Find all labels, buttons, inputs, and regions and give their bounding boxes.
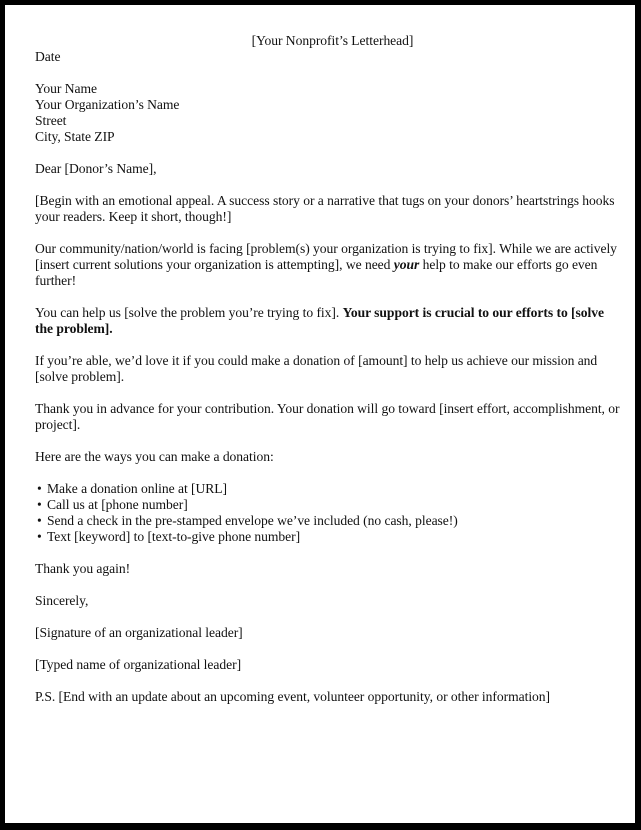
sender-address — [35, 81, 620, 145]
list-item: • Call us at [phone number] — [35, 497, 620, 513]
sender-street: Street — [35, 113, 67, 128]
thanks-again: Thank you again! — [35, 561, 131, 576]
paragraph-thanks-advance: Thank you in advance for your contribution. Your donation will go toward [insert effort, accomplishment, or project]. — [35, 401, 620, 432]
list-item: • Make a donation online at [URL] — [35, 481, 620, 497]
paragraph-help — [35, 305, 620, 337]
ways-list — [35, 481, 620, 545]
paragraph-problem-text: Our community/nation/world is facing [problem(s) your organization is trying to fix]. While we are actively [insert current solutions your organization is attempting], we need — [35, 241, 617, 272]
paragraph-problem-tail: help to make our efforts go even further! — [35, 257, 598, 288]
ways-intro: Here are the ways you can make a donation: — [35, 449, 274, 464]
list-item: • Text [keyword] to [text-to-give phone number] — [35, 529, 620, 545]
letter-body — [35, 33, 620, 721]
paragraph-donation: If you’re able, we’d love it if you could make a donation of [amount] to help us achieve our mission and [solve problem]. — [35, 353, 598, 384]
typed-name-placeholder: [Typed name of organizational leader] — [35, 657, 242, 672]
paragraph-help-text: You can help us [solve the problem you’re trying to fix]. — [35, 305, 343, 320]
sender-organization: Your Organization’s Name — [35, 97, 180, 112]
list-item: • Send a check in the pre-stamped envelope we’ve included (no cash, please!) — [35, 513, 620, 529]
postscript: P.S. [End with an update about an upcoming event, volunteer opportunity, or other information] — [35, 689, 551, 704]
paragraph-problem-emphasis: your — [393, 257, 420, 272]
signature-placeholder: [Signature of an organizational leader] — [35, 625, 243, 640]
sender-name: Your Name — [35, 81, 97, 96]
sender-city: City, State ZIP — [35, 129, 115, 144]
date-line: Date — [35, 49, 61, 64]
paragraph-problem — [35, 241, 620, 289]
salutation: Dear [Donor’s Name], — [35, 161, 157, 176]
closing: Sincerely, — [35, 593, 89, 608]
paragraph-help-bold: Your support is crucial to our efforts to [solve the problem]. — [35, 305, 604, 336]
letterhead: [Your Nonprofit’s Letterhead] — [251, 33, 414, 48]
paragraph-appeal: [Begin with an emotional appeal. A success story or a narrative that tugs on your donors’ heartstrings hooks your readers. Keep it short, though!] — [35, 193, 615, 224]
